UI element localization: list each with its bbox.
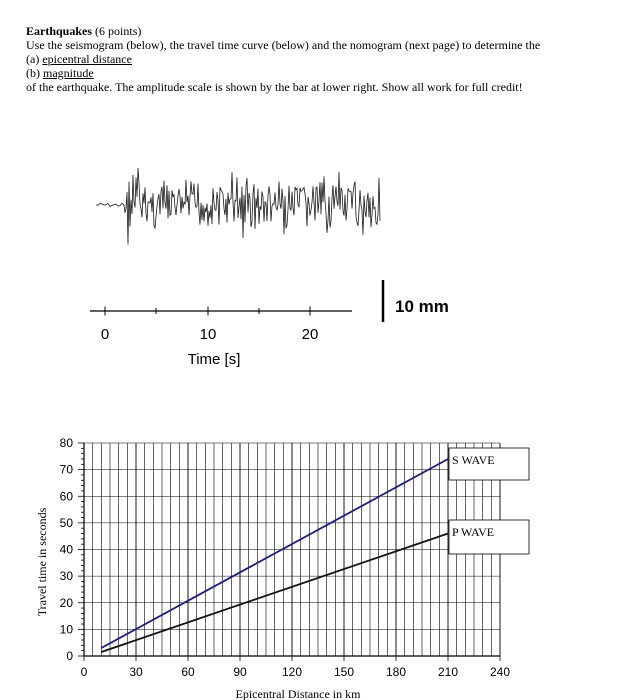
x-tick-label: 210: [437, 665, 459, 679]
x-tick-label: 120: [281, 665, 303, 679]
y-tick-label: 10: [59, 622, 73, 637]
y-axis-label: Travel time in seconds: [35, 507, 49, 617]
chart-axes: [78, 443, 500, 661]
y-tick-label: 40: [59, 542, 73, 557]
x-tick-label: 240: [489, 665, 511, 679]
y-tick-label: 30: [59, 569, 73, 584]
time-axis-label: Time [s]: [187, 351, 241, 368]
y-tick-label: 50: [59, 515, 73, 530]
y-tick-label: 60: [59, 489, 73, 504]
question-part-b: (b) magnitude: [26, 66, 94, 80]
x-tick-label: 180: [385, 665, 407, 679]
question-points: (6 points): [95, 24, 142, 38]
legend-label: S WAVE: [452, 453, 495, 467]
question-closing: of the earthquake. The amplitude scale is shown by the bar at lower right. Show all work for full credit!: [26, 80, 523, 94]
x-tick-label: 30: [129, 665, 143, 679]
x-tick-label: 0: [80, 665, 88, 679]
x-tick-label: 150: [333, 665, 355, 679]
legend-label: P WAVE: [452, 525, 495, 539]
time-tick-label-10: 10: [199, 326, 217, 343]
question-title: Earthquakes: [26, 24, 93, 38]
y-tick-label: 80: [59, 436, 73, 450]
question-instruction: Use the seismogram (below), the travel time curve (below) and the nomogram (next page) to determine the: [26, 38, 541, 52]
x-tick-label: 90: [233, 665, 247, 679]
time-tick-label-20: 20: [301, 326, 319, 343]
question-part-a: (a) epicentral distance: [26, 52, 132, 66]
y-tick-label: 70: [59, 462, 73, 477]
part-a-label: epicentral distance: [42, 52, 132, 66]
x-axis-label: Epicentral Distance in km: [235, 687, 361, 700]
y-tick-label: 20: [59, 595, 73, 610]
x-tick-label: 60: [181, 665, 195, 679]
part-b-label: magnitude: [43, 66, 94, 80]
chart-legend: [449, 448, 529, 554]
time-tick-label-0: 0: [100, 326, 110, 343]
y-tick-label: 0: [66, 649, 73, 663]
amplitude-scale-label: 10 mm: [395, 297, 449, 316]
